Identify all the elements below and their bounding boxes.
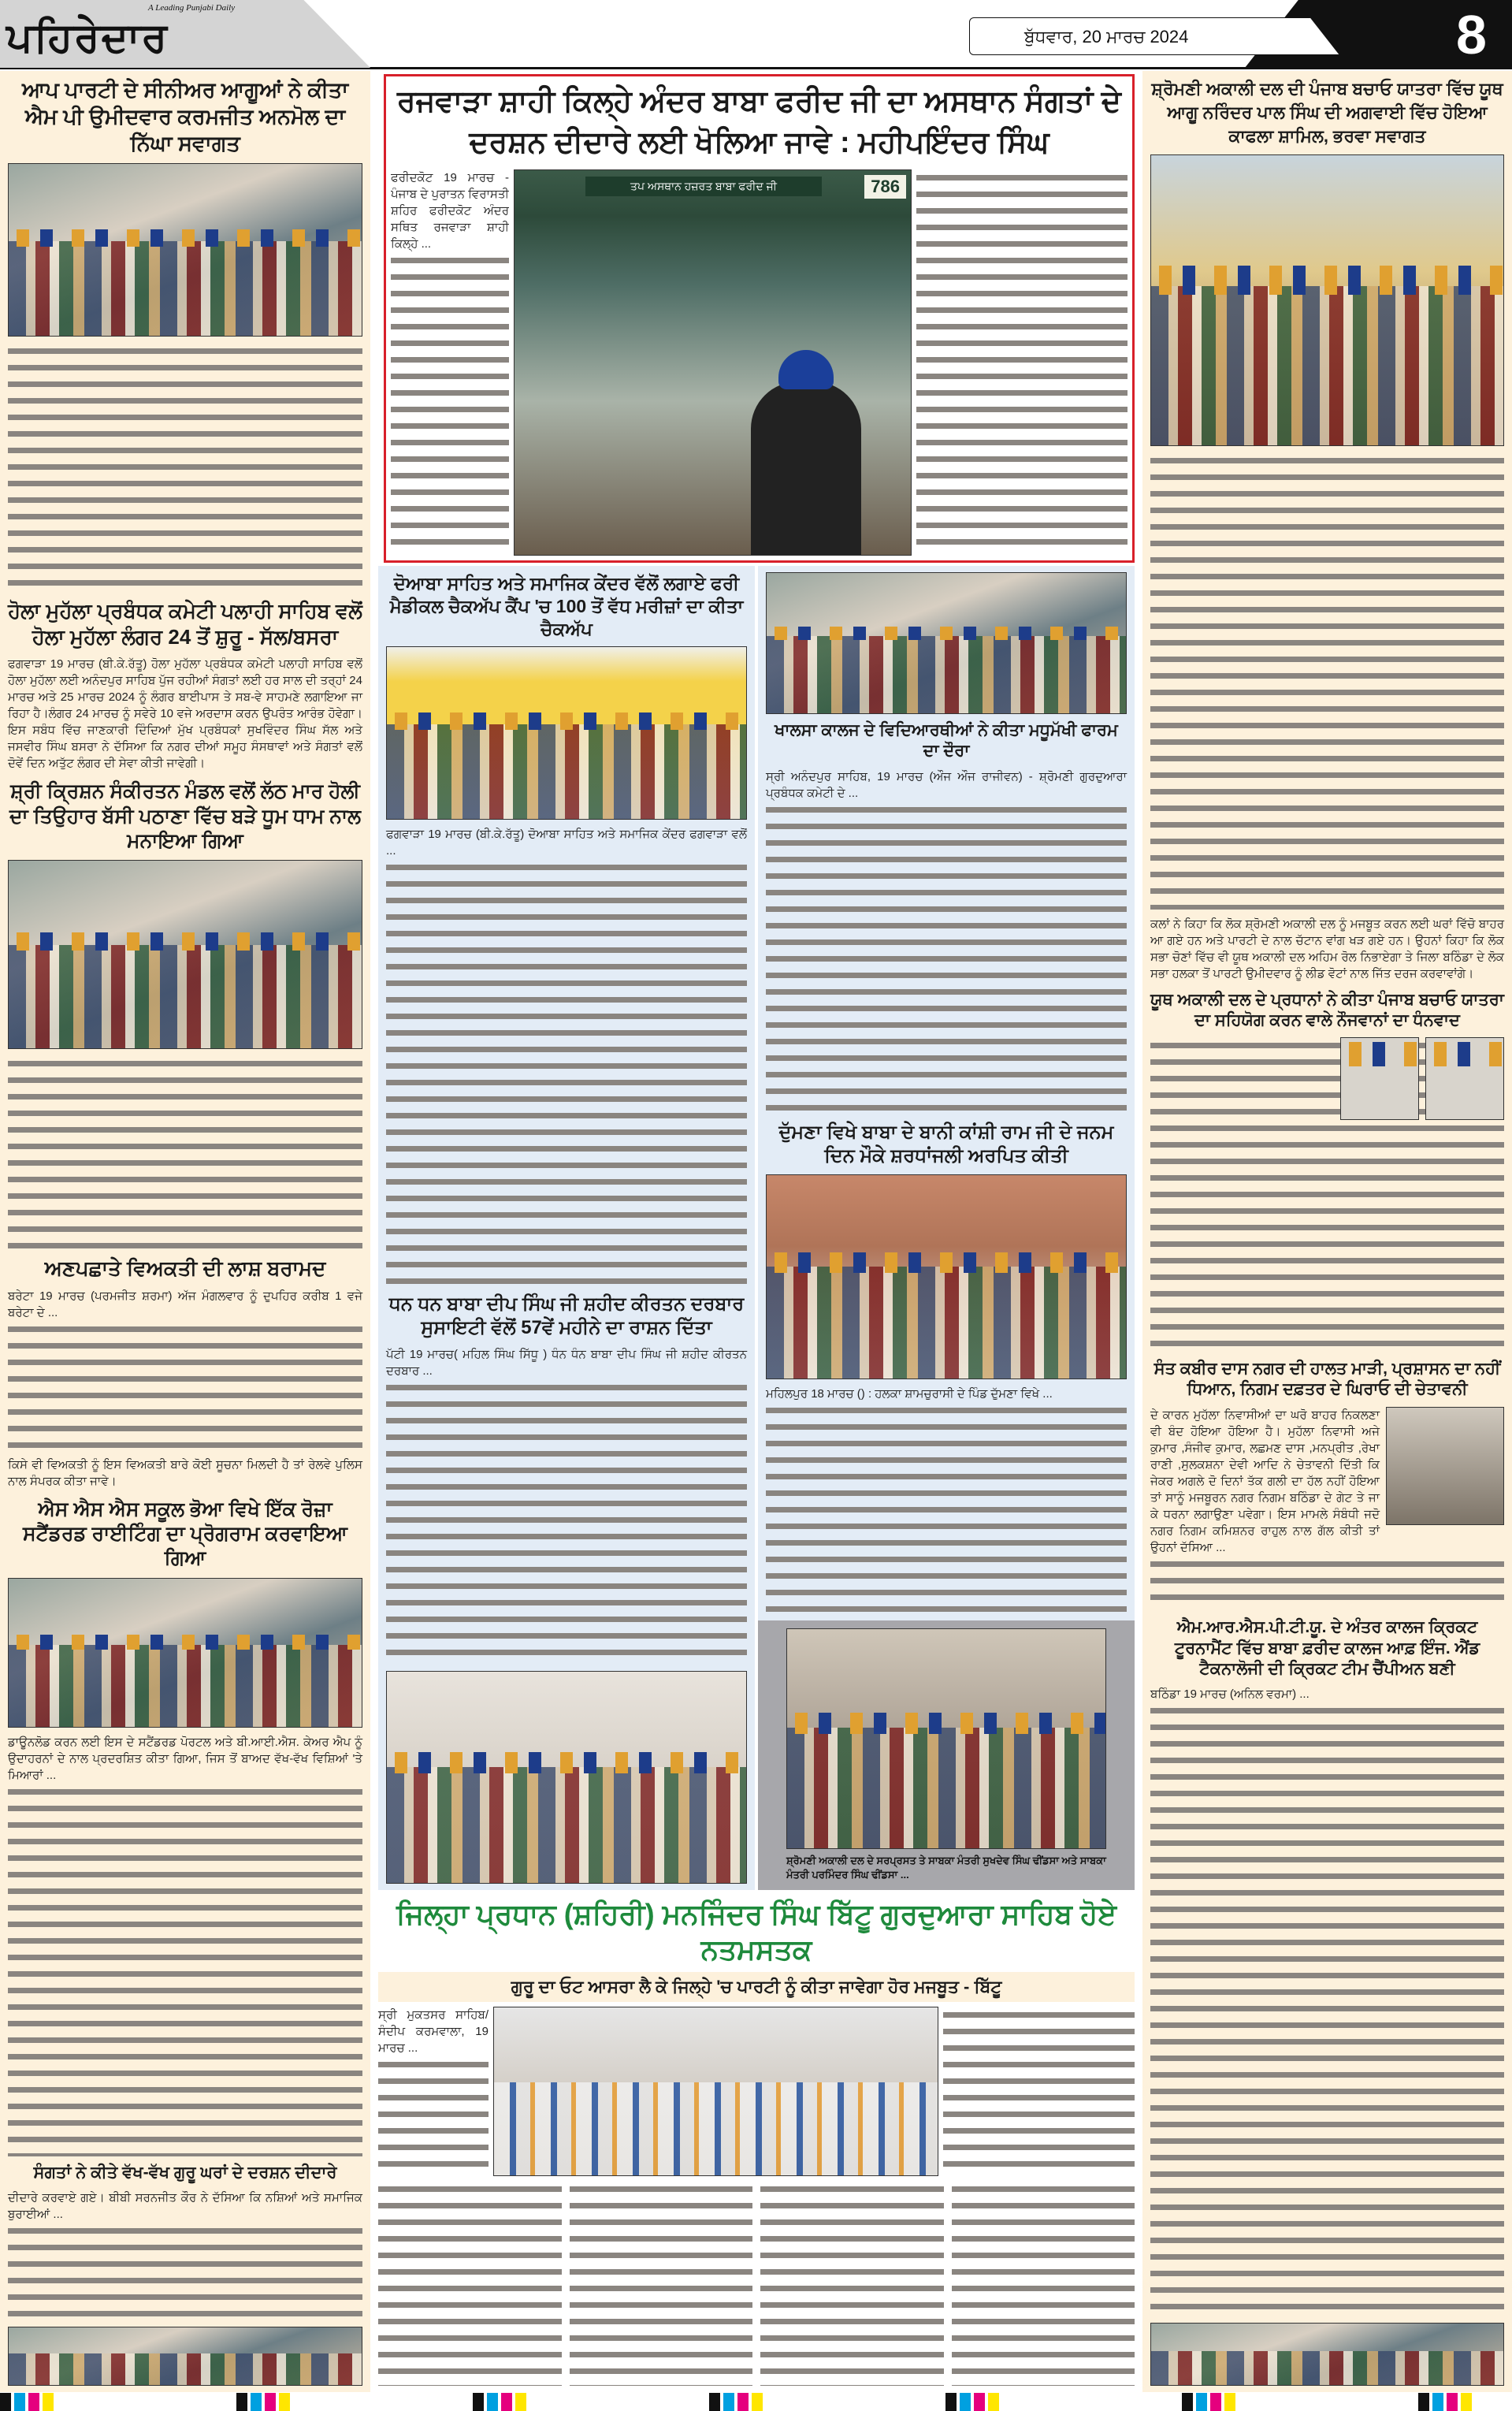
photo-youth-leader-1 bbox=[1340, 1037, 1419, 1120]
lead-body-right bbox=[916, 169, 1127, 556]
left-headline-aap: ਆਪ ਪਾਰਟੀ ਦੇ ਸੀਨੀਅਰ ਆਗੂਆਂ ਨੇ ਕੀਤਾ ਐਮ ਪੀ ਉਮੀਦਵਾਰ ਕਰਮਜੀਤ ਅਨਮੋਲ ਦਾ ਨਿੱਘਾ ਸਵਾਗਤ bbox=[21, 78, 349, 155]
bottom-body-left: ਸ੍ਰੀ ਮੁਕਤਸਰ ਸਾਹਿਬ/ਸੰਦੀਪ ਕਰਮਵਾਲਾ, 19 ਮਾਰਚ ... bbox=[378, 2007, 489, 2176]
bottom-body-col3 bbox=[760, 2181, 944, 2387]
lead-body-left: ਫਰੀਦਕੋਟ 19 ਮਾਰਚ - ਪੰਜਾਬ ਦੇ ਪੁਰਾਤਨ ਵਿਰਾਸਤੀ ਸ਼ਹਿਰ ਫਰੀਦਕੋਟ ਅੰਦਰ ਸਥਿਤ ਰਜਵਾੜਾ ਸ਼ਾਹੀ ਕਿਲ੍ਹੇ ... bbox=[391, 169, 509, 556]
right-headline-cricket: ਐਮ.ਆਰ.ਐਸ.ਪੀ.ਟੀ.ਯੂ. ਦੇ ਅੰਤਰ ਕਾਲਜ ਕ੍ਰਿਕਟ ਟੂਰਨਾਮੈਂਟ ਵਿੱਚ ਬਾਬਾ ਫ਼ਰੀਦ ਕਾਲਜ ਆਫ਼ ਇੰਜ. ਐਂਡ ਟੈਕਨਾਲੋਜੀ ਦੀ ਕ੍ਰਿਕਟ ਟੀਮ ਚੈਂਪੀਅਨ ਬਣੀ bbox=[1174, 1618, 1480, 1678]
article-hola-body: ਫਗਵਾੜਾ 19 ਮਾਰਚ (ਬੀ.ਕੇ.ਰੱਤੂ) ਹੋਲਾ ਮੁਹੱਲਾ ਪ੍ਰਬੰਧਕ ਕਮੇਟੀ ਪਲਾਹੀ ਸਾਹਿਬ ਵਲੋਂ ਹੋਲਾ ਮੁਹੱਲਾ ਲਈ ਅਨੰਦਪੁਰ ਸਾਹਿਬ ਪੁੱਜ ਰਹੀਆਂ ਸੰਗਤਾਂ ਲਈ ਹਰ ਸਾਲ ਦੀ ਤਰ੍ਹਾਂ 24 ਮਾਰਚ ਅਤੇ 25 ਮਾਰਚ 2024 ਨੂੰ ਲੰਗਰ ਬਾਈਪਾਸ ਤੇ ਸਬ-ਵੇ ਸਾਹਮਣੇ ਲਗਾਇਆ ਜਾ ਰਿਹਾ ਹੈ।ਲੰਗਰ 24 ਮਾਰਚ ਨੂੰ ਸਵੇਰੇ 10 ਵਜੇ ਅਰਦਾਸ ਕਰਨ ਉਪਰੰਤ ਆਰੰਭ ਹੋਵੇਗਾ। ਇਸ ਸਬੰਧ ਵਿੱਚ ਜਾਣਕਾਰੀ ਦਿੰਦਿਆਂ ਮੁੱਖ ਪ੍ਰਬੰਧਕਾਂ ਸੁਖਵਿੰਦਰ ਸਿੰਘ ਸੱਲ ਅਤੇ ਜਸਵੀਰ ਸਿੰਘ ਬਸਰਾ ਨੇ ਦੱਸਿਆ ਕਿ ਨਗਰ ਦੀਆਂ ਸਮੂਹ ਸੰਸਥਾਵਾਂ ਅਤੇ ਸੰਗਤਾਂ ਵਲੋਂ ਦੋਵੇਂ ਦਿਨ ਅਤੁੱਟ ਲੰਗਰ ਦੀ ਸੇਵਾ ਕੀਤੀ ਜਾਵੇਗੀ। bbox=[8, 656, 362, 773]
right-column bbox=[1142, 71, 1512, 2392]
article-kabir-nagar-body: ਦੇ ਕਾਰਨ ਮੁਹੱਲਾ ਨਿਵਾਸੀਆਂ ਦਾ ਘਰੋ ਬਾਹਰ ਨਿਕਲਣਾ ਵੀ ਬੰਦ ਹੋਇਆ ਹੋਇਆ ਹੈ। ਮੁਹੱਲਾ ਨਿਵਾਸੀ ਅਜੇ ਕੁਮਾਰ ,ਸੰਜੀਵ ਕੁਮਾਰ, ਲਛਮਣ ਦਾਸ ,ਮਨਪ੍ਰੀਤ ,ਰੇਖਾ ਰਾਣੀ ,ਸੁਲਕਸ਼ਨਾ ਦੇਵੀ ਆਦਿ ਨੇ ਚੇਤਾਵਨੀ ਦਿੱਤੀ ਕਿ ਜੇਕਰ ਅਗਲੇ ਦੋ ਦਿਨਾਂ ਤੱਕ ਗਲੀ ਦਾ ਹੱਲ ਨਹੀਂ ਹੋਇਆ ਤਾਂ ਸਾਨੂੰ ਮਜਬੂਰਨ ਨਗਰ ਨਿਗਮ ਬਠਿੰਡਾ ਦੇ ਗੇਟ ਤੇ ਜਾ ਕੇ ਧਰਨਾ ਲਗਾਉਣਾ ਪਵੇਗਾ। ਇਸ ਮਾਮਲੇ ਸੰਬੰਧੀ ਜਦੋ ਨਗਰ ਨਿਗਮ ਕਮਿਸ਼ਨਰ ਰਾਹੁਲ ਨਾਲ ਗੱਲ ਕੀਤੀ ਤਾਂ ਉਹਨਾਂ ਦੱਸਿਆ ... bbox=[1150, 1407, 1504, 1612]
photo-medical-camp bbox=[386, 646, 747, 820]
right-headline-kabir-nagar: ਸੰਤ ਕਬੀਰ ਦਾਸ ਨਗਰ ਦੀ ਹਾਲਤ ਮਾੜੀ, ਪ੍ਰਸ਼ਾਸਨ ਦਾ ਨਹੀਂ ਧਿਆਨ, ਨਿਗਮ ਦਫ਼ਤਰ ਦੇ ਘਿਰਾਓ ਦੀ ਚੇਤਾਵਨੀ bbox=[1154, 1360, 1501, 1399]
lead-story-box bbox=[384, 74, 1135, 563]
right-headline-yatra: ਸ਼੍ਰੋਮਣੀ ਅਕਾਲੀ ਦਲ ਦੀ ਪੰਜਾਬ ਬਚਾਓ ਯਾਤਰਾ ਵਿੱਚ ਯੂਥ ਆਗੂ ਨਰਿੰਦਰ ਪਾਲ ਸਿੰਘ ਦੀ ਅਗਵਾਈ ਵਿੱਚ ਹੋਇਆ ਕਾਫਲਾ ਸ਼ਾਮਿਲ, ਭਰਵਾ ਸਵਾਗਤ bbox=[1151, 79, 1503, 146]
bottom-body-right bbox=[943, 2007, 1135, 2176]
lead-row bbox=[391, 169, 1127, 556]
lead-photo-shrine bbox=[514, 169, 912, 556]
article-aap-body bbox=[8, 343, 362, 592]
bottom-body-col4 bbox=[952, 2181, 1135, 2387]
article-body-found-end: ਕਿਸੇ ਵੀ ਵਿਅਕਤੀ ਨੂੰ ਇਸ ਵਿਅਕਤੀ ਬਾਰੇ ਕੋਈ ਸੂਚਨਾ ਮਿਲਦੀ ਹੈ ਤਾਂ ਰੇਲਵੇ ਪੁਲਿਸ ਨਾਲ ਸੰਪਰਕ ਕੀਤਾ ਜਾਵੇ। bbox=[8, 1457, 362, 1491]
middle-right-column bbox=[758, 566, 1135, 1890]
print-color-bar bbox=[0, 2393, 1512, 2411]
article-cricket-body: ਬਠਿੰਡਾ 19 ਮਾਰਚ (ਅਨਿਲ ਵਰਮਾ) ... bbox=[1150, 1686, 1504, 2316]
bottom-subheadline: ਗੁਰੂ ਦਾ ਓਟ ਆਸਰਾ ਲੈ ਕੇ ਜਿਲ੍ਹੇ 'ਚ ਪਾਰਟੀ ਨੂੰ ਕੀਤਾ ਜਾਵੇਗਾ ਹੋਰ ਮਜਬੂਤ - ਬਿੱਟੂ bbox=[378, 1972, 1135, 2002]
photo-dhindsa bbox=[786, 1628, 1106, 1849]
photo-lathmar-holi bbox=[8, 860, 362, 1049]
bottom-body-col2 bbox=[570, 2181, 753, 2387]
photo-sangat bbox=[8, 2327, 362, 2386]
bottom-row-cols bbox=[378, 2181, 1135, 2393]
photo-street bbox=[1386, 1407, 1504, 1525]
photo-man-seated bbox=[751, 381, 861, 555]
left-headline-school: ਐਸ ਐਸ ਐਸ ਸਕੂਲ ਭੋਆ ਵਿਖੇ ਇੱਕ ਰੋਜ਼ਾ ਸਟੈਂਡਰਡ ਰਾਈਟਿੰਗ ਦਾ ਪ੍ਰੋਗਰਾਮ ਕਰਵਾਇਆ ਗਿਆ bbox=[23, 1498, 347, 1570]
photo-gurdwara-visit bbox=[493, 2007, 938, 2176]
dhindsa-caption: ਸ਼੍ਰੋਮਣੀ ਅਕਾਲੀ ਦਲ ਦੇ ਸਰਪ੍ਰਸਤ ਤੇ ਸਾਬਕਾ ਮੰਤਰੀ ਸੁਖਦੇਵ ਸਿੰਘ ਢੀਂਡਸਾ ਅਤੇ ਸਾਬਕਾ ਮੰਤਰੀ ਪਰਮਿੰਦਰ ਸਿੰਘ ਢੀਂਡਸਾ ... bbox=[786, 1855, 1106, 1881]
photo-ration-distribution bbox=[386, 1671, 747, 1884]
bottom-headline: ਜਿਲ੍ਹਾ ਪ੍ਰਧਾਨ (ਸ਼ਹਿਰੀ) ਮਨਜਿੰਦਰ ਸਿੰਘ ਬਿੱਟੂ ਗੁਰਦੁਆਰਾ ਸਾਹਿਬ ਹੋਏ ਨਤਮਸਤਕ bbox=[396, 1898, 1117, 1966]
right-headline-youth-akali: ਯੂਥ ਅਕਾਲੀ ਦਲ ਦੇ ਪ੍ਰਧਾਨਾਂ ਨੇ ਕੀਤਾ ਪੰਜਾਬ ਬਚਾਓ ਯਾਤਰਾ ਦਾ ਸਹਿਯੋਗ ਕਰਨ ਵਾਲੇ ਨੌਜਵਾਨਾਂ ਦਾ ਧੰਨਵਾਦ bbox=[1150, 990, 1504, 1030]
page-number: 8 bbox=[1456, 4, 1487, 65]
left-headline-sangat: ਸੰਗਤਾਂ ਨੇ ਕੀਤੇ ਵੱਖ-ਵੱਖ ਗੁਰੂ ਘਰਾਂ ਦੇ ਦਰਸ਼ਨ ਦੀਦਾਰੇ bbox=[33, 2163, 337, 2182]
headline-ration: ਧਨ ਧਨ ਬਾਬਾ ਦੀਪ ਸਿੰਘ ਜੀ ਸ਼ਹੀਦ ਕੀਰਤਨ ਦਰਬਾਰ ਸੁਸਾਇਟੀ ਵੱਲੋਂ 57ਵੇਂ ਮਹੀਨੇ ਦਾ ਰਾਸ਼ਨ ਦਿੱਤਾ bbox=[388, 1293, 745, 1339]
article-ration-body: ਪੱਟੀ 19 ਮਾਰਚ( ਮਹਿਲ ਸਿੰਘ ਸਿੱਧੂ ) ਧੰਨ ਧੰਨ ਬਾਬਾ ਦੀਪ ਸਿੰਘ ਜੀ ਸ਼ਹੀਦ ਕੀਰਤਨ ਦਰਬਾਰ ... bbox=[386, 1346, 747, 1665]
article-sangat-body: ਦੀਦਾਰੇ ਕਰਵਾਏ ਗਏ। ਬੀਬੀ ਸਰਨਜੀਤ ਕੌਰ ਨੇ ਦੱਸਿਆ ਕਿ ਨਸ਼ਿਆਂ ਅਤੇ ਸਮਾਜਿਕ ਬੁਰਾਈਆਂ ... bbox=[8, 2190, 362, 2320]
bottom-row-top bbox=[378, 2007, 1135, 2176]
lead-headline: ਰਜਵਾੜਾ ਸ਼ਾਹੀ ਕਿਲ੍ਹੇ ਅੰਦਰ ਬਾਬਾ ਫਰੀਦ ਜੀ ਦਾ ਅਸਥਾਨ ਸੰਗਤਾਂ ਦੇ ਦਰਸ਼ਨ ਦੀਦਾਰੇ ਲਈ ਖੋਲਿਆ ਜਾਵੇ : ਮਹੀਪਇੰਦਰ ਸਿੰਘ bbox=[397, 85, 1121, 159]
photo-yatra-convoy bbox=[1150, 154, 1504, 446]
article-school-body: ਡਾਊਨਲੋਡ ਕਰਨ ਲਈ ਇਸ ਦੇ ਸਟੈਂਡਰਡ ਪੋਰਟਲ ਅਤੇ ਬੀ.ਆਈ.ਐਸ. ਕੇਅਰ ਐਪ ਨੂੰ ਉਦਾਹਰਨਾਂ ਦੇ ਨਾਲ ਪ੍ਰਦਰਸ਼ਿਤ ਕੀਤਾ ਗਿਆ, ਜਿਸ ਤੋਂ ਬਾਅਦ ਵੱਖ-ਵੱਖ ਵਿਸ਼ਿਆਂ 'ਤੇ ਮਿਆਰਾਂ ... bbox=[8, 1734, 362, 2156]
photo-khalsa-college bbox=[766, 572, 1127, 714]
issue-date: ਬੁੱਧਵਾਰ, 20 ਮਾਰਚ 2024 bbox=[1024, 27, 1189, 47]
left-column bbox=[0, 71, 370, 2392]
bottom-story bbox=[378, 1893, 1135, 2392]
article-yatra-end: ਕਲਾਂ ਨੇ ਕਿਹਾ ਕਿ ਲੋਕ ਸ਼੍ਰੋਮਣੀ ਅਕਾਲੀ ਦਲ ਨੂੰ ਮਜਬੂਤ ਕਰਨ ਲਈ ਘਰਾਂ ਵਿੱਚੋ ਬਾਹਰ ਆ ਗਏ ਹਨ ਅਤੇ ਪਾਰਟੀ ਦੇ ਨਾਲ ਚੱਟਾਨ ਵਾਂਗ ਖੜ ਗਏ ਹਨ। ਉਹਨਾਂ ਕਿਹਾ ਕਿ ਲੋਕ ਸਭਾ ਚੋਣਾਂ ਵਿੱਚ ਵੀ ਯੂਥ ਅਕਾਲੀ ਦਲ ਅਹਿਮ ਰੋਲ ਨਿਭਾਏਗਾ ਤੇ ਜਿਲਾ ਬਠਿੰਡਾ ਦੇ ਲੋਕ ਸਭਾ ਹਲਕਾ ਤੋਂ ਪਾਰਟੀ ਉਮੀਦਵਾਰ ਨੂੰ ਲੀਡ ਵੋਟਾਂ ਨਾਲ ਜਿੱਤ ਦਰਜ ਕਰਵਾਵਾਂਗੇ। bbox=[1150, 916, 1504, 984]
article-medical-camp-body: ਫਗਵਾੜਾ 19 ਮਾਰਚ (ਬੀ.ਕੇ.ਰੱਤੂ) ਦੋਆਬਾ ਸਾਹਿਤ ਅਤੇ ਸਮਾਜਿਕ ਕੇਂਦਰ ਫਗਵਾੜਾ ਵਲੋਂ ... bbox=[386, 826, 747, 1286]
left-headline-holi: ਸ਼੍ਰੀ ਕ੍ਰਿਸ਼ਨ ਸੰਕੀਰਤਨ ਮੰਡਲ ਵਲੋਂ ਲੱਠ ਮਾਰ ਹੋਲੀ ਦਾ ਤਿਉਹਾਰ ਬੱਸੀ ਪਠਾਣਾ ਵਿੱਚ ਬੜੇ ਧੂਮ ਧਾਮ ਨਾਲ ਮਨਾਇਆ ਗਿਆ bbox=[9, 780, 361, 852]
photo-kanshi-ram-tribute bbox=[766, 1174, 1127, 1379]
shrine-number-786: 786 bbox=[864, 175, 906, 199]
photo-cricket-team bbox=[1150, 2323, 1504, 2386]
headline-khalsa-college: ਖਾਲਸਾ ਕਾਲਜ ਦੇ ਵਿਦਿਆਰਥੀਆਂ ਨੇ ਕੀਤਾ ਮਧੂਮੱਖੀ ਫਾਰਮ ਦਾ ਦੌਰਾ bbox=[775, 721, 1118, 761]
left-headline-hola: ਹੋਲਾ ਮੁਹੱਲਾ ਪ੍ਰਬੰਧਕ ਕਮੇਟੀ ਪਲਾਹੀ ਸਾਹਿਬ ਵਲੋਂ ਹੋਲਾ ਮੁਹੱਲਾ ਲੰਗਰ 24 ਤੋਂ ਸ਼ੁਰੂ - ਸੱਲ/ਬਸਰਾ bbox=[8, 599, 362, 649]
photo-aap-welcome bbox=[8, 163, 362, 337]
newspaper-logo: ਪਹਿਰੇਦਾਰ bbox=[6, 15, 169, 61]
article-holi-body bbox=[8, 1055, 362, 1249]
headline-medical-camp: ਦੋਆਬਾ ਸਾਹਿਤ ਅਤੇ ਸਮਾਜਿਕ ਕੇਂਦਰ ਵੱਲੋਂ ਲਗਾਏ ਫਰੀ ਮੈਡੀਕਲ ਚੈਕਅੱਪ ਕੈਂਪ 'ਚ 100 ਤੋਂ ਵੱਧ ਮਰੀਜ਼ਾਂ ਦਾ ਕੀਤਾ ਚੈਕਅੱਪ bbox=[389, 573, 744, 639]
photo-youth-leader-2 bbox=[1425, 1037, 1504, 1120]
dhindsa-photo-box bbox=[758, 1620, 1135, 1890]
headline-kanshi-ram: ਦੁੱਮਣਾ ਵਿਖੇ ਬਾਬਾ ਦੇ ਬਾਨੀ ਕਾਂਸ਼ੀ ਰਾਮ ਜੀ ਦੇ ਜਨਮ ਦਿਨ ਮੌਕੇ ਸ਼ਰਧਾਂਜਲੀ ਅਰਪਿਤ ਕੀਤੀ bbox=[778, 1122, 1114, 1167]
left-headline-body-found: ਅਣਪਛਾਤੇ ਵਿਅਕਤੀ ਦੀ ਲਾਸ਼ ਬਰਾਮਦ bbox=[44, 1256, 326, 1281]
article-body-found: ਬਰੇਟਾ 19 ਮਾਰਚ (ਪਰਮਜੀਤ ਸ਼ਰਮਾ) ਅੱਜ ਮੰਗਲਵਾਰ ਨੂੰ ਦੁਪਹਿਰ ਕਰੀਬ 1 ਵਜੇ ਬਰੇਟਾ ਦੇ ... bbox=[8, 1288, 362, 1450]
article-yatra-body bbox=[1150, 452, 1504, 910]
masthead bbox=[0, 0, 1512, 69]
turban bbox=[778, 350, 834, 389]
photo-school-program bbox=[8, 1578, 362, 1728]
article-khalsa-body: ਸ੍ਰੀ ਅਨੰਦਪੁਰ ਸਾਹਿਬ, 19 ਮਾਰਚ (ਔਜ ਔਜ ਰਾਜੀਵਨ) - ਸ਼੍ਰੋਮਣੀ ਗੁਰਦੁਆਰਾ ਪ੍ਰਬੰਧਕ ਕਮੇਟੀ ਦੇ ... bbox=[766, 768, 1127, 1115]
article-kanshi-ram-body: ਮਹਿਲਪੁਰ 18 ਮਾਰਚ () : ਹਲਕਾ ਸ਼ਾਮਚੁਰਾਸੀ ਦੇ ਪਿੰਡ ਦੁੱਮਣਾ ਵਿਖੇ ... bbox=[766, 1386, 1127, 1614]
shrine-sign: ਤਪ ਅਸਥਾਨ ਹਜ਼ਰਤ ਬਾਬਾ ਫਰੀਦ ਜੀ bbox=[585, 177, 822, 196]
article-youth-akali-body bbox=[1150, 1037, 1504, 1352]
bottom-body-col1 bbox=[378, 2181, 562, 2387]
middle-left-column bbox=[378, 566, 755, 1890]
tagline: A Leading Punjabi Daily bbox=[148, 3, 236, 13]
logo-group bbox=[6, 3, 235, 63]
